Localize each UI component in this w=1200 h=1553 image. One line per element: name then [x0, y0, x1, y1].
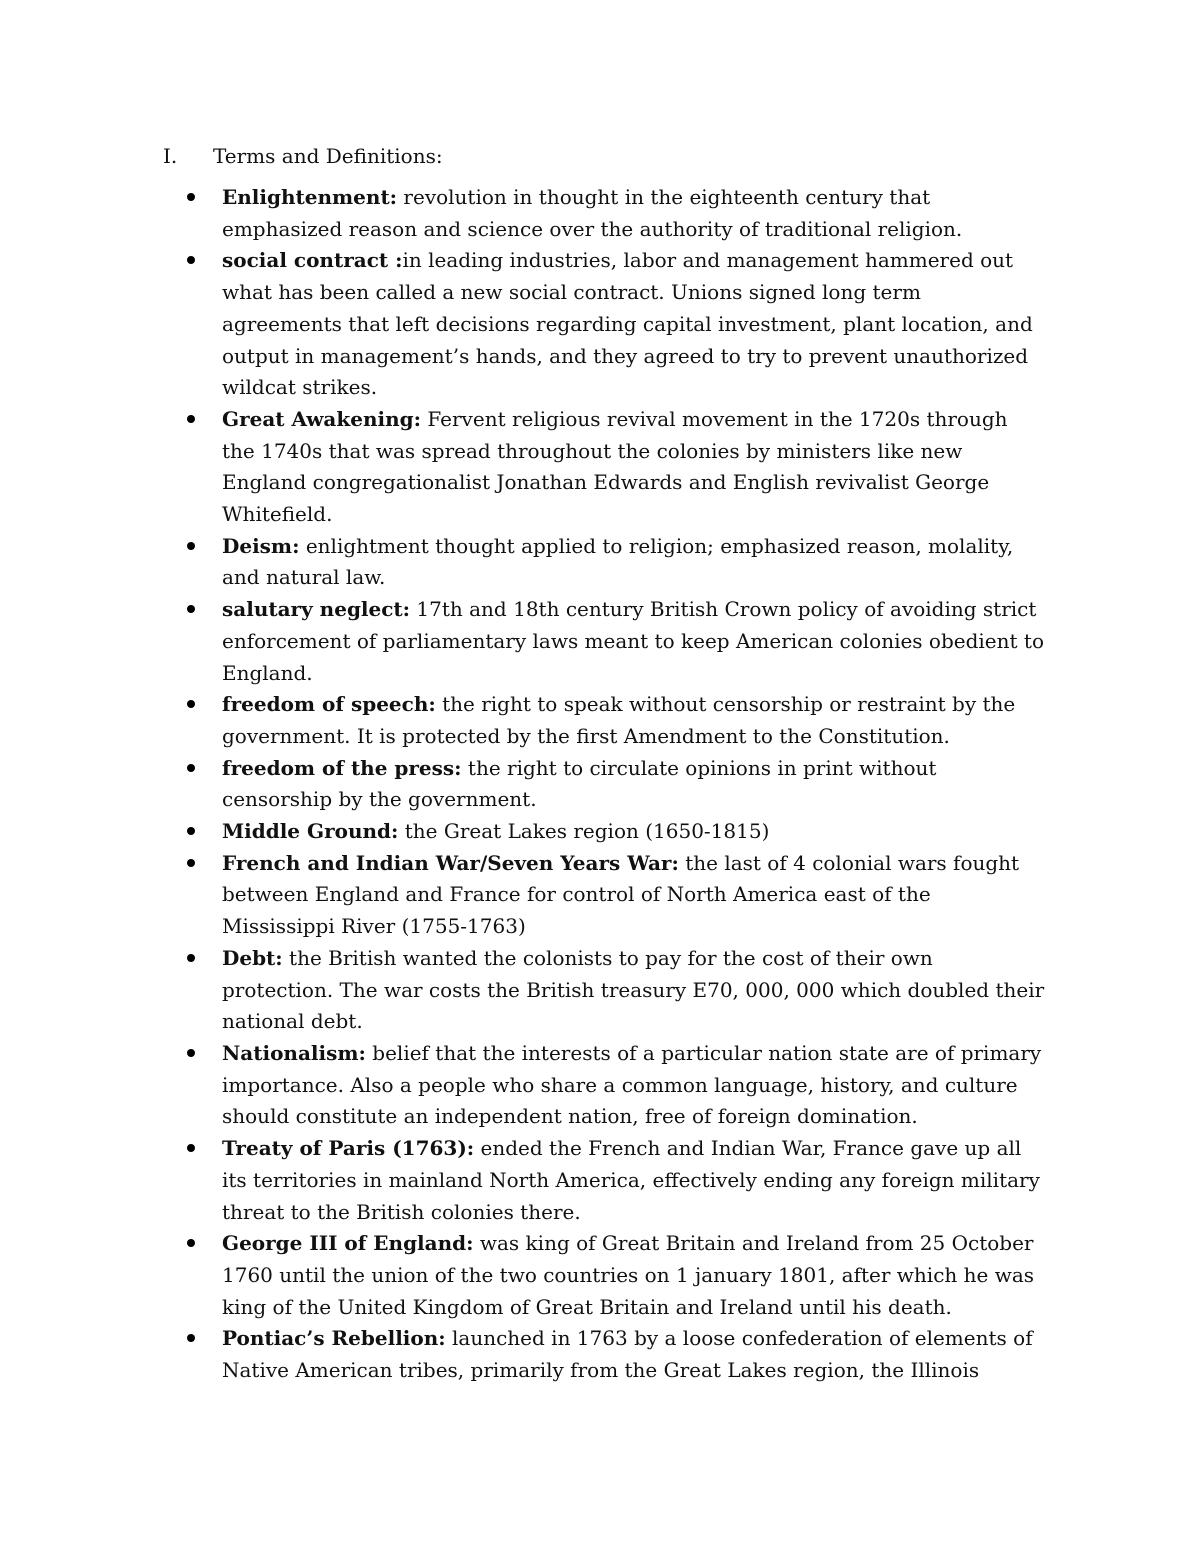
- term-definition: ended the French and Indian War, France gave up all its territories in mainland North America, effectively ending any foreign military threat to the British colonies there.: [222, 1136, 1040, 1224]
- bullet-icon: [187, 542, 195, 550]
- bullet-icon: [187, 1144, 195, 1152]
- term-definition: 17th and 18th century British Crown policy of avoiding strict enforcement of parliamentary laws meant to keep American colonies obedient to England.: [222, 597, 1044, 685]
- term-item-freedom-of-the-press: [185, 753, 1045, 816]
- term-label: Middle Ground:: [222, 819, 399, 844]
- term-item-deism: [185, 531, 1045, 594]
- term-label: salutary neglect:: [222, 597, 411, 622]
- term-definition: the right to speak without censorship or restraint by the government. It is protected by the first Amendment to the Constitution.: [222, 692, 1016, 748]
- bullet-icon: [187, 859, 195, 867]
- term-definition: the right to circulate opinions in print without censorship by the government.: [222, 755, 937, 812]
- term-definition: belief that the interests of a particular nation state are of primary importance. Also a people who share a common language, history, and culture should constitute an independent nation, free of foreign domination.: [222, 1040, 1042, 1129]
- term-item-treaty-of-paris: [185, 1133, 1045, 1228]
- term-label: Debt:: [222, 945, 283, 970]
- term-item-great-awakening: [185, 404, 1045, 531]
- term-item-salutary-neglect: [185, 594, 1045, 689]
- term-item-debt: [185, 943, 1045, 1038]
- bullet-icon: [187, 700, 195, 708]
- term-label: George III of England:: [222, 1231, 474, 1256]
- term-label: Treaty of Paris (1763):: [222, 1136, 475, 1161]
- term-definition: the last of 4 colonial wars fought between England and France for control of North America east of the Mississippi River (1755-1763): [222, 850, 1020, 939]
- term-label: social contract :: [222, 248, 403, 273]
- term-label: Great Awakening:: [222, 406, 422, 431]
- term-label: Enlightenment:: [222, 185, 398, 209]
- bullet-icon: [187, 415, 195, 423]
- bullet-icon: [187, 827, 195, 835]
- term-definition: was king of Great Britain and Ireland from 25 October 1760 until the union of the two countries on 1 january 1801, after which he was king of the United Kingdom of Great Britain and Ireland until his death.: [222, 1231, 1035, 1319]
- term-definition: in leading industries, labor and management hammered out what has been called a new social contract. Unions signed long term agreements that left decisions regarding capital investment, plant location, and output in management’s hands, and they agreed to try to prevent unauthorized wildcat strikes.: [222, 248, 1033, 400]
- bullet-icon: [187, 764, 195, 772]
- section-numeral: I.: [163, 144, 178, 168]
- term-definition: launched in 1763 by a loose confederation of elements of Native American tribes, primarily from the Great Lakes region, the Illinois: [222, 1326, 1033, 1383]
- term-label: freedom of speech:: [222, 692, 436, 717]
- bullet-icon: [187, 1049, 195, 1057]
- term-label: French and Indian War/Seven Years War:: [222, 850, 679, 875]
- term-definition: enlightment thought applied to religion; emphasized reason, molality, and natural law.: [222, 533, 1014, 590]
- term-item-enlightenment: [185, 182, 1045, 245]
- section-title: Terms and Definitions:: [213, 144, 443, 168]
- term-definition: the Great Lakes region (1650-1815): [398, 819, 770, 844]
- term-item-george-iii: [185, 1228, 1045, 1323]
- bullet-icon: [187, 193, 195, 201]
- term-item-pontiacs-rebellion: [185, 1323, 1045, 1386]
- term-definition: revolution in thought in the eighteenth century that emphasized reason and science over the authority of traditional religion.: [222, 185, 963, 241]
- bullet-icon: [187, 256, 195, 264]
- term-label: Pontiac’s Rebellion:: [222, 1326, 446, 1351]
- term-item-social-contract: [185, 245, 1045, 404]
- term-item-nationalism: [185, 1038, 1045, 1133]
- term-item-french-and-indian-war: [185, 848, 1045, 943]
- term-label: freedom of the press:: [222, 755, 462, 780]
- term-label: Deism:: [222, 533, 300, 558]
- term-definition: Fervent religious revival movement in the 1720s through the 1740s that was spread throughout the colonies by ministers like new England congregationalist Jonathan Edwards and English revivalist George Whitefield.: [222, 406, 1008, 527]
- term-item-freedom-of-speech: [185, 689, 1045, 752]
- term-definition: the British wanted the colonists to pay for the cost of their own protection. The war costs the British treasury E70, 000, 000 which doubled their national debt.: [222, 945, 1045, 1034]
- bullet-icon: [187, 605, 195, 613]
- section-heading: [163, 140, 443, 172]
- term-item-middle-ground: [185, 816, 1045, 848]
- bullet-icon: [187, 1239, 195, 1247]
- bullet-icon: [187, 954, 195, 962]
- bullet-icon: [187, 1334, 195, 1342]
- term-label: Nationalism:: [222, 1040, 366, 1065]
- terms-list: [185, 182, 1045, 1387]
